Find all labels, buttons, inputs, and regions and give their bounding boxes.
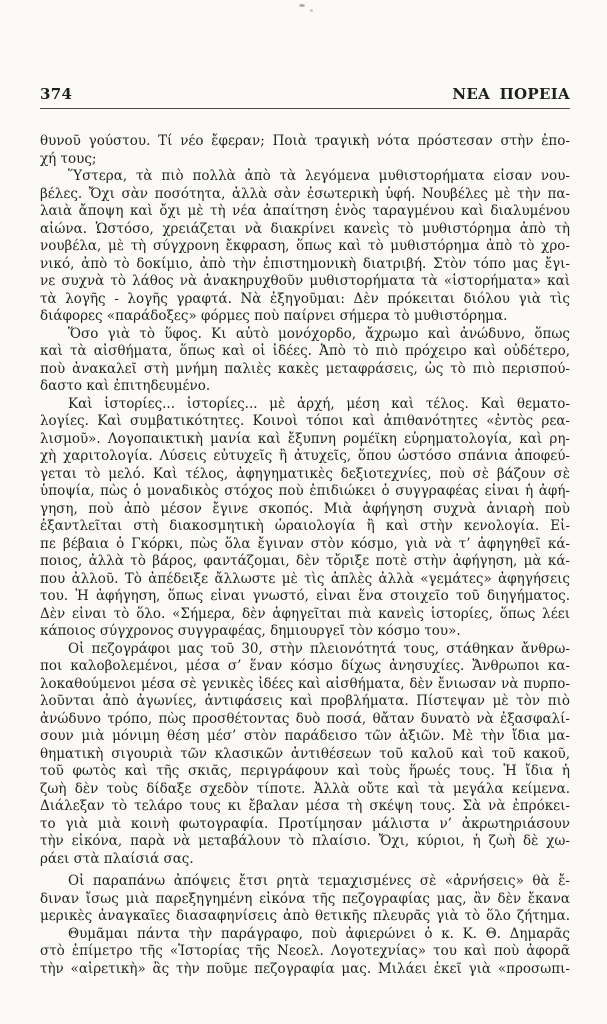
text-line: βέλες. Ὄχι σὰν ποσότητα, ἀλλὰ σὰν ἐσωτερικὴ ὑφή. Νουβέλες μὲ τὴν πα- xyxy=(40,185,570,202)
text-line: γεται τὸ μελό. Καὶ τέλος, ἀφηγηματικὲς δεξιοτεχνίες, ποὺ σὲ βάζουν σὲ xyxy=(40,465,570,482)
text-line: διναν ἴσως μιὰ παρεξηγημένη εἰκόνα τῆς πεζογραφίας μας, ἂν δὲν ἔκανα xyxy=(40,890,570,907)
text-line: τὴν εἰκόνα, παρὰ νὰ μεταβάλουν τὸ πλαίσιο. Ὄχι, κύριοι, ἡ ζωὴ δὲ χω- xyxy=(40,833,570,849)
text-line: νε συχνὰ τὸ λάθος νὰ ἀνακηρυχθοῦν μυθιστορήματα τὰ «ἱστορήματα» καὶ xyxy=(40,273,570,289)
text-line: Οἱ παραπάνω ἀπόψεις ἔτσι ρητὰ τεμαχισμένες σὲ «ἀρνήσεις» θὰ ἔ- xyxy=(68,873,570,889)
paragraph xyxy=(40,641,570,869)
text-body xyxy=(40,133,570,978)
text-line: ποὺ ἀνακαλεῖ στὴ μνήμη παλιὲς κακὲς μεταφράσεις, ὦς τὸ πιὸ περισπού- xyxy=(40,360,570,377)
text-line: Ὅσο γιὰ τὸ ὕφος. Κι αὐτὸ μονόχορδο, ἄχρωμο καὶ ἀνώδυνο, ὅπως xyxy=(68,325,570,342)
text-line: Δὲν εἶναι τὸ ὅλο. «Σήμερα, δὲν ἀφηγεῖται πιὰ κανεὶς ἱστορίες, ὅπως λέει xyxy=(40,605,570,622)
text-line: Θυμᾶμαι πάντα τὴν παράγραφο, ποὺ ἀφιερώνει ὁ κ. Κ. Θ. Δημαρᾶς xyxy=(68,925,570,942)
text-line: λοῦνται ἀπὸ ἀγωνίες, ἀντιφάσεις καὶ προβλήματα. Πίστεψαν μὲ τὸν πιὸ xyxy=(40,693,570,709)
scan-artifact xyxy=(310,9,313,12)
text-line: ράει στὰ πλαίσιά σας. xyxy=(40,850,194,867)
text-line: Καὶ ἱστορίες... ἱστορίες... μὲ ἀρχή, μέση καὶ τέλος. Καὶ θεματο- xyxy=(68,395,570,412)
paragraph xyxy=(40,926,570,979)
text-line: γηση, ποὺ ἀπὸ μέσον ἔγινε σκοπός. Μιὰ ἀφήγηση συχνὰ ἀνιαρὴ ποὺ xyxy=(40,500,570,517)
text-line: μερικὲς ἀναγκαῖες διασαφηνίσεις ἀπὸ θετικῆς πλευρᾶς γιὰ τὸ ὅλο ζήτημα. xyxy=(40,908,570,924)
text-line: καὶ τὰ αἰσθήματα, ὅπως καὶ οἱ ἰδέες. Ἀπὸ τὸ πιὸ πρόχειρο καὶ οὐδέτερο, xyxy=(40,343,570,359)
journal-title: ΝΕΑ ΠΟΡΕΙΑ xyxy=(452,85,570,103)
text-line: θηματικὴ σιγουριὰ τῶν κλασικῶν ἀντιθέσεων τοῦ καλοῦ καὶ τοῦ κακοῦ, xyxy=(40,745,570,762)
text-line: ποι καλοβολεμένοι, μέσα σ’ ἕναν κόσμο δίχως ἀνησυχίες. Ἄνθρωποι κα- xyxy=(40,658,570,674)
text-line: κάποιος σύγχρονος συγγραφέας, δημιουργεῖ τὸν κόσμο του». xyxy=(40,623,461,639)
text-line: ὑποψία, πὼς ὁ μοναδικὸς στόχος ποὺ ἐπιδιώκει ὁ συγγραφέας εἶναι ἡ ἀφή- xyxy=(40,483,570,499)
text-line: ἐξαντλεῖται στὴ διακοσμητικὴ ὡραιολογία ἢ καὶ στὴν κενολογία. Εἶ- xyxy=(40,518,570,534)
text-line: νουβέλα, μὲ τὴ σύγχρονη ἔκφραση, ὅπως καὶ τὸ μυθιστόρημα ἀπὸ τὸ χρο- xyxy=(40,238,570,254)
text-line: ποιος, ἀλλὰ τὸ βάρος, φαντάζομαι, δὲν τὄριξε ποτὲ στὴν ἀφήγηση, μὰ κά- xyxy=(40,553,570,569)
page-header xyxy=(40,86,570,102)
page-number: 374 xyxy=(40,85,73,103)
text-line: λαιὰ ἄποψη καὶ ὄχι μὲ τὴ νέα ἀπαίτηση ἑνὸς ταραγμένου καὶ διαλυμένου xyxy=(40,203,570,219)
text-line: στὸ ἐπίμετρο τῆς «Ἱστορίας τῆς Νεοελ. Λογοτεχνίας» του καὶ ποὺ ἀφορᾶ xyxy=(40,943,570,959)
text-line: το γιὰ μιὰ κοινὴ φωτογραφία. Προτίμησαν μάλιστα ν’ ἀκρωτηριάσουν xyxy=(40,815,570,832)
text-line: δαστο καὶ ἐπιτηδευμένο. xyxy=(40,378,211,394)
paragraph xyxy=(40,133,570,168)
paragraph xyxy=(40,396,570,641)
text-line: ἀνώδυνο τρόπο, πὼς προσθέτοντας δυὸ ποσά, θἄταν δυνατὸ νὰ ἐξασφαλί- xyxy=(40,710,570,727)
text-line: πε βέβαια ὁ Γκόρκι, πὼς ὅλα ἔγιναν στὸν κόσμο, γιὰ νὰ τ’ ἀφηγηθεῖ κά- xyxy=(40,535,570,552)
text-line: που ἀλλοῦ. Τὸ ἀπέδειξε ἄλλωστε μὲ τὶς ἁπλὲς ἀλλὰ «γεμάτες» ἀφηγήσεις xyxy=(40,570,570,587)
text-line: λισμοῦ». Λογοπαικτικὴ μανία καὶ ἔξυπνη ρομέϊκη εὑρηματολογία, καὶ ρη- xyxy=(40,430,570,447)
scan-artifact xyxy=(299,4,305,7)
text-line: σουν μιὰ μόνιμη θέση μέσ’ στὸν παράδεισο τῶν ἀξιῶν. Μὲ τὴν ἴδια μα- xyxy=(40,728,570,744)
text-line: τὰ λογῆς - λογῆς γραφτά. Νὰ ἐξηγοῦμαι: Δὲν πρόκειται διόλου γιὰ τὶς xyxy=(40,290,570,307)
text-line: Διάλεξαν τὸ τελάρο τους κι ἔβαλαν μέσα τὴ σκέψη τους. Σὰ νὰ ἐπρόκει- xyxy=(40,798,570,814)
text-line: του. Ἡ ἀφήγηση, ὅπως εἶναι γνωστό, εἶναι ἕνα στοιχεῖο τοῦ διηγήματος. xyxy=(40,588,570,604)
text-line: τὴν «αἱρετικὴ» ἂς τὴν ποῦμε πεζογραφία μας. Μιλάει ἐκεῖ γιὰ «προσωπι- xyxy=(40,960,570,977)
text-line: λοκαθούμενοι μέσα σὲ γενικὲς ἰδέες καὶ αἰσθήματα, δὲν ἔνιωσαν νὰ πυρπο- xyxy=(40,675,570,692)
text-line: νικό, ἀπὸ τὸ δοκίμιο, ἀπὸ τὴν ἐπιστημονικὴ διατριβή. Στὸν τόπο μας ἔγι- xyxy=(40,255,570,272)
text-line: χὴ χαριτολογία. Λύσεις εὐτυχεῖς ἢ ἀτυχεῖς, ὅπου ὡστόσο σπάνια ἀποφεύ- xyxy=(40,448,570,464)
header-rule xyxy=(40,108,570,109)
text-line: διάφορες «παράδοξες» φόρμες ποὺ παίρνει σήμερα τὸ μυθιστόρημα. xyxy=(40,308,508,324)
text-line: λογίες. Καὶ συμβατικότητες. Κοινοὶ τόποι καὶ ἀπιθανότητες «ἐντὸς ρεα- xyxy=(40,413,570,429)
text-line: Ὕστερα, τὰ πιὸ πολλὰ ἀπὸ τὰ λεγόμενα μυθιστορήματα εἶσαν νου- xyxy=(68,168,570,184)
text-line: ζωὴ δὲν τοὺς δίδαξε σχεδὸν τίποτε. Ἀλλὰ οὔτε καὶ τὰ μεγάλα κείμενα. xyxy=(40,780,570,797)
text-line: αἰώνα. Ὡστόσο, χρειάζεται νὰ διακρίνει κανεὶς τὸ μυθιστόρημα ἀπὸ τὴ xyxy=(40,220,570,237)
text-line: θυνοῦ γούστου. Τί νέο ἔφεραν; Ποιὰ τραγικὴ νότα πρόστεσαν στὴν ἐπο- xyxy=(40,133,570,149)
text-line: Οἱ πεζογράφοι μας τοῦ 30, στὴν πλειονότητά τους, στάθηκαν ἄνθρω- xyxy=(68,640,570,657)
text-line: τοῦ φωτὸς καὶ τῆς σκιᾶς, περιγράφουν καὶ τοὺς ἥρωές τους. Ἡ ἴδια ἡ xyxy=(40,763,570,779)
text-line: χή τους; xyxy=(40,150,97,167)
paragraph xyxy=(40,873,570,926)
paragraph xyxy=(40,326,570,396)
paragraph xyxy=(40,168,570,326)
